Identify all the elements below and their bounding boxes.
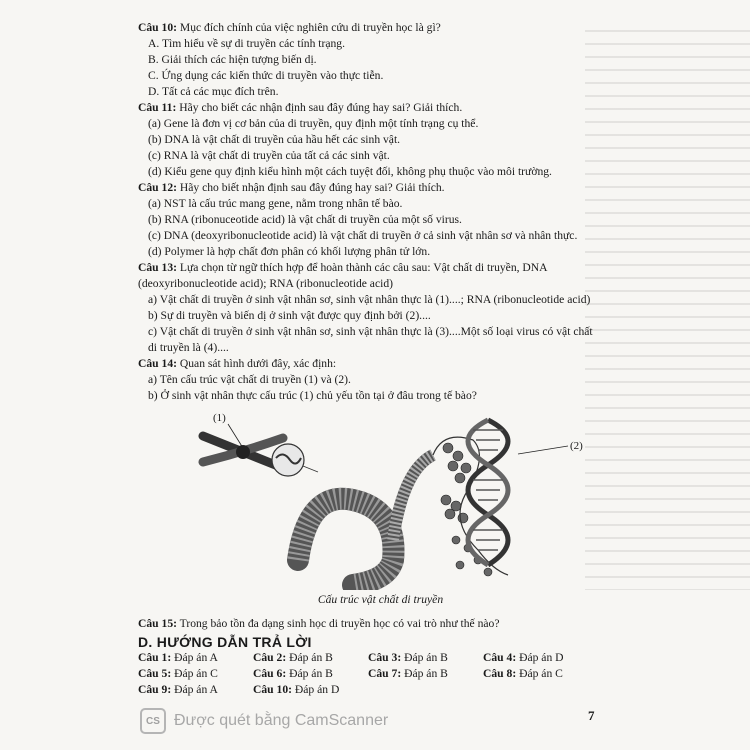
answer-item: Câu 3: Đáp án B [368, 651, 448, 664]
statement: (a) Gene là đơn vị cơ bản của di truyền, quy định một tính trạng cụ thể. [148, 117, 479, 130]
answer-key [138, 650, 593, 698]
genetic-material-figure [188, 410, 608, 590]
question-text: Trong bảo tồn đa dạng sinh học di truyền học có vai trò như thế nào? [176, 617, 500, 630]
statement: (d) Polymer là hợp chất đơn phân có khối lượng phân tử lớn. [148, 245, 431, 258]
statement: (a) NST là cấu trúc mang gene, nằm trong nhân tế bào. [148, 197, 403, 210]
chromosome-icon [203, 436, 283, 468]
fill-blank-item: b) Sự di truyền và biến dị ở sinh vật được quy định bởi (2).... [148, 309, 431, 322]
sub-question: b) Ở sinh vật nhân thực cấu trúc (1) chủ yếu tồn tại ở đâu trong tế bào? [148, 389, 477, 402]
question-14 [138, 356, 593, 608]
answer-item: Câu 1: Đáp án A [138, 651, 218, 664]
label-1: (1) [213, 412, 226, 424]
answer-item: Câu 5: Đáp án C [138, 667, 218, 680]
question-text: Hãy cho biết nhận định sau đây đúng hay sai? Giải thích. [176, 181, 445, 194]
fill-blank-item: c) Vật chất di truyền ở sinh vật nhân sơ, sinh vật nhân thực là (3)....Một số loại virus có vật chất di truyền là (4).... [148, 325, 593, 354]
answer-item: Câu 8: Đáp án C [483, 667, 563, 680]
answer-item: Câu 10: Đáp án D [253, 683, 340, 696]
chromatin-fiber-icon [298, 455, 433, 585]
answer-item: Câu 6: Đáp án B [253, 667, 333, 680]
page-number: 7 [588, 708, 595, 723]
label-2: (2) [570, 440, 583, 452]
genetic-illustration [188, 410, 608, 590]
figure-caption: Cấu trúc vật chất di truyền [317, 593, 444, 606]
question-label: Câu 10: [138, 21, 177, 34]
option: B. Giải thích các hiện tượng biến dị. [148, 53, 317, 66]
question-10 [138, 20, 593, 100]
question-text: Hãy cho biết các nhận định sau đây đúng hay sai? Giải thích. [176, 101, 463, 114]
question-text: Quan sát hình dưới đây, xác định: [176, 357, 337, 370]
statement: (c) RNA là vật chất di truyền của tất cả các sinh vật. [148, 149, 390, 162]
question-13 [138, 260, 593, 356]
answer-item: Câu 7: Đáp án B [368, 667, 448, 680]
question-label: Câu 11: [138, 101, 177, 114]
option: D. Tất cả các mục đích trên. [148, 85, 279, 98]
statement: (d) Kiểu gene quy định kiểu hình một cách tuyệt đối, không phụ thuộc vào môi trường. [148, 165, 552, 178]
statement: (b) RNA (ribonuceotide acid) là vật chất di truyền của một số virus. [148, 213, 462, 226]
question-label: Câu 12: [138, 181, 177, 194]
question-11 [138, 100, 593, 180]
question-15 [138, 616, 593, 632]
sub-question: a) Tên cấu trúc vật chất di truyền (1) và (2). [148, 373, 351, 386]
question-12 [138, 180, 593, 260]
answer-item: Câu 2: Đáp án B [253, 651, 333, 664]
option: C. Ứng dụng các kiến thức di truyền vào thực tiễn. [148, 69, 384, 82]
bleed-through-text [585, 30, 750, 590]
watermark-text: Được quét bằng CamScanner [174, 712, 389, 729]
page-content [138, 20, 593, 698]
camscanner-watermark [140, 708, 388, 734]
question-label: Câu 14: [138, 357, 177, 370]
answer-item: Câu 4: Đáp án D [483, 651, 564, 664]
question-text: Lựa chọn từ ngữ thích hợp để hoàn thành các câu sau: Vật chất di truyền, DNA (deoxyribonucleotide acid); RNA (ribonucleotide acid) [138, 261, 547, 290]
camscanner-logo-icon: CS [140, 708, 166, 734]
fill-blank-item: a) Vật chất di truyền ở sinh vật nhân sơ, sinh vật nhân thực là (1)....; RNA (ribonucleotide acid) [148, 293, 591, 306]
statement: (c) DNA (deoxyribonucleotide acid) là vật chất di truyền ở cả sinh vật nhân sơ và nhân thực. [148, 229, 578, 242]
option: A. Tìm hiểu về sự di truyền các tính trạng. [148, 37, 345, 50]
answer-item: Câu 9: Đáp án A [138, 683, 218, 696]
question-label: Câu 15: [138, 617, 177, 630]
question-text: Mục đích chính của việc nghiên cứu di truyền học là gì? [176, 21, 441, 34]
section-title: D. HƯỚNG DẪN TRẢ LỜI [138, 634, 312, 650]
statement: (b) DNA là vật chất di truyền của hầu hết các sinh vật. [148, 133, 401, 146]
question-label: Câu 13: [138, 261, 177, 274]
